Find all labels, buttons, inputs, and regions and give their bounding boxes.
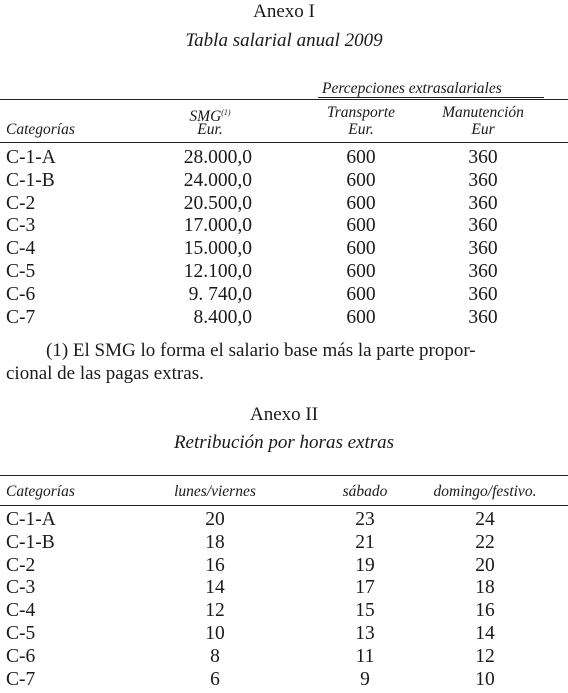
annex1-footnote-line2: cional de las pagas extras. (6, 363, 204, 384)
annex1-header-rule (0, 142, 568, 143)
table-cell-category: C-1-A (6, 509, 56, 530)
table-cell-weekday: 8 (210, 645, 220, 667)
table-cell-sunday: 18 (475, 577, 495, 599)
annex2-category-header: Categorías (6, 483, 75, 500)
annex2-weekday-header: lunes/viernes (174, 483, 256, 500)
table-cell-transport: 600 (346, 238, 376, 260)
annex2-sunday-header: domingo/festivo. (433, 483, 537, 500)
annex1-group-rule (318, 97, 544, 98)
annex2-subtitle: Retribución por horas extras (173, 432, 395, 453)
table-cell-category: C-7 (6, 306, 36, 328)
table-cell-transport: 600 (346, 192, 376, 214)
table-cell-manutention: 360 (468, 283, 498, 305)
annex1-smg-unit: Eur. (197, 121, 223, 138)
annex1-transport-unit: Eur. (348, 121, 374, 138)
annex2-top-rule (0, 475, 568, 476)
footnote-ref: (1) (221, 108, 231, 117)
annex1-manutention-header: Manutención (442, 104, 524, 121)
annex1-footnote-line1: (1) El SMG lo forma el salario base más la parte propor- (46, 340, 476, 361)
table-cell-smg: 17.000,0 (183, 215, 252, 237)
table-cell-smg: 24.000,0 (183, 169, 252, 191)
table-cell-weekday: 12 (205, 600, 225, 622)
table-cell-manutention: 360 (468, 215, 498, 237)
table-cell-saturday: 23 (355, 509, 375, 530)
table-cell-sunday: 20 (475, 554, 495, 576)
table-cell-sunday: 24 (475, 509, 495, 530)
table-cell-saturday: 9 (360, 668, 370, 690)
table-cell-weekday: 10 (205, 623, 225, 644)
table-cell-smg: 9. 740,0 (188, 283, 252, 305)
table-cell-saturday: 21 (355, 531, 375, 553)
table-cell-saturday: 11 (355, 645, 375, 667)
annex2-title: Anexo II (249, 404, 319, 425)
table-cell-sunday: 10 (475, 668, 495, 690)
annex1-smg-label: SMG (189, 108, 222, 126)
table-cell-category: C-1-A (6, 147, 56, 168)
table-cell-saturday: 15 (355, 600, 375, 622)
table-cell-sunday: 14 (475, 623, 495, 644)
table-cell-category: C-5 (6, 623, 36, 644)
table-cell-manutention: 360 (468, 169, 498, 191)
table-cell-smg: 15.000,0 (183, 238, 252, 260)
table-cell-smg: 12.100,0 (183, 261, 252, 282)
annex1-transport-header: Transporte (326, 104, 396, 121)
table-cell-weekday: 18 (205, 531, 225, 553)
annex2-header-rule (0, 505, 568, 506)
table-cell-transport: 600 (346, 169, 376, 191)
table-cell-transport: 600 (346, 261, 376, 282)
table-cell-manutention: 360 (468, 238, 498, 260)
table-cell-transport: 600 (346, 283, 376, 305)
table-cell-category: C-1-B (6, 531, 55, 553)
table-cell-manutention: 360 (468, 306, 498, 328)
table-cell-sunday: 22 (475, 531, 495, 553)
table-cell-category: C-3 (6, 577, 36, 599)
annex1-subtitle: Tabla salarial anual 2009 (185, 30, 383, 51)
table-cell-sunday: 12 (475, 645, 495, 667)
table-cell-smg: 20.500,0 (183, 192, 252, 214)
table-cell-transport: 600 (346, 147, 376, 168)
annex1-category-header: Categorías (6, 121, 75, 138)
annex2-saturday-header: sábado (342, 483, 388, 500)
table-cell-manutention: 360 (468, 147, 498, 168)
table-cell-category: C-3 (6, 215, 36, 237)
table-cell-category: C-6 (6, 283, 36, 305)
table-cell-saturday: 17 (355, 577, 375, 599)
table-cell-category: C-1-B (6, 169, 55, 191)
table-cell-weekday: 16 (205, 554, 225, 576)
table-cell-transport: 600 (346, 215, 376, 237)
table-cell-category: C-2 (6, 554, 36, 576)
table-cell-category: C-4 (6, 600, 36, 622)
table-cell-weekday: 20 (205, 509, 225, 530)
table-cell-category: C-2 (6, 192, 36, 214)
table-cell-manutention: 360 (468, 261, 498, 282)
annex1-manutention-unit: Eur (471, 121, 495, 138)
table-cell-saturday: 19 (355, 554, 375, 576)
annex1-top-rule (0, 99, 568, 100)
table-cell-manutention: 360 (468, 192, 498, 214)
table-cell-category: C-6 (6, 645, 36, 667)
annex1-title: Anexo I (253, 1, 315, 22)
table-cell-sunday: 16 (475, 600, 495, 622)
table-cell-smg: 28.000,0 (183, 147, 252, 168)
table-cell-saturday: 13 (355, 623, 375, 644)
table-cell-weekday: 14 (205, 577, 225, 599)
table-cell-smg: 8.400,0 (193, 306, 252, 328)
annex1-group-header: Percepciones extrasalariales (322, 80, 502, 97)
table-cell-category: C-5 (6, 261, 36, 282)
table-cell-weekday: 6 (210, 668, 220, 690)
table-cell-category: C-4 (6, 238, 36, 260)
table-cell-category: C-7 (6, 668, 36, 690)
table-cell-transport: 600 (346, 306, 376, 328)
